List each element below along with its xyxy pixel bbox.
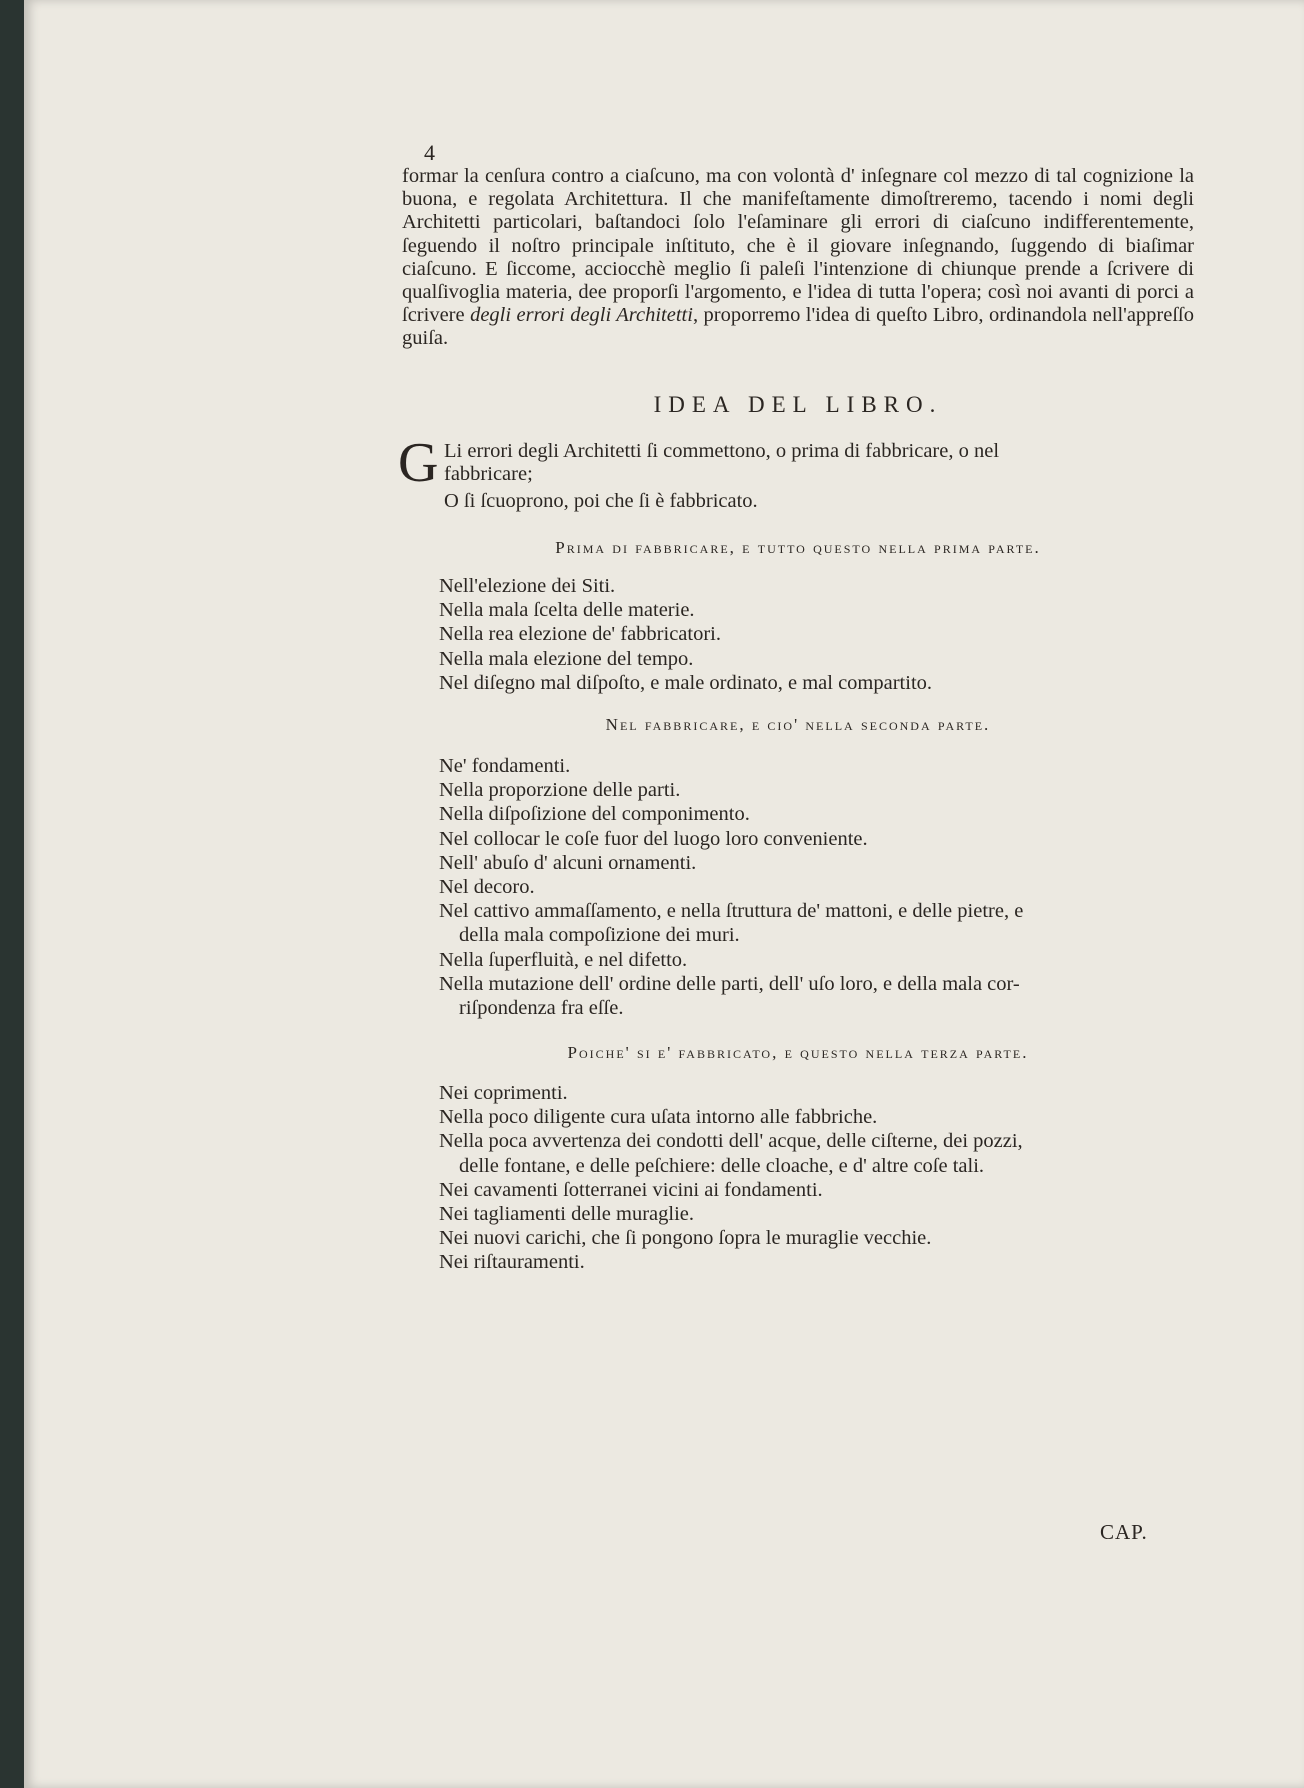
page-number: 4 [424,140,435,165]
list-item: Nella poca avvertenza dei condotti dell' acque, delle ciſterne, dei pozzi, [439,1130,1023,1153]
intro-block [398,432,1194,513]
list-item: Nei riſtauramenti. [439,1251,585,1274]
intro-paragraph [402,165,1194,351]
intro-line: fabbricare; [444,463,533,485]
list-item: riſpondenza fra eſſe. [459,997,624,1020]
list-item: Nei coprimenti. [439,1082,568,1104]
list-item: Nella mala ſcelta delle materie. [439,599,695,622]
list-item: Nel decoro. [439,876,535,899]
list-item: Nel diſegno mal diſpoſto, e male ordinato, e mal compartito. [439,671,933,694]
list-first-part [439,574,1199,695]
section-title-third: Poiche' si e' fabbricato, e questo nella terza parte. [567,1043,1029,1062]
section-title-first: Prima di fabbricare, e tutto questo nella prima parte. [555,538,1041,557]
list-item: Nei cavamenti ſotterranei vicini ai fondamenti. [439,1178,823,1201]
section-heading: IDEA DEL LIBRO. [653,392,943,417]
list-third-part [439,1081,1199,1275]
list-second-part [439,754,1199,1020]
list-item: delle fontane, e delle peſchiere: delle cloache, e d' altre coſe tali. [459,1154,985,1177]
section-title-second: Nel fabbricare, e cio' nella seconda parte. [605,715,991,734]
intro-line: Li errori degli Architetti ſi commettono, o prima di fabbricare, o nel [444,440,1000,462]
list-item: Nei nuovi carichi, che ſi pongono ſopra le muraglie vecchie. [439,1227,932,1250]
list-item: Ne' fondamenti. [439,755,571,777]
intro-text-italic: degli errori degli Architetti [470,304,693,327]
list-item: della mala compoſizione dei muri. [459,924,740,947]
list-item: Nel cattivo ammaſſamento, e nella ſtruttura de' mattoni, e delle pietre, e [439,900,1024,923]
list-item: Nella mala elezione del tempo. [439,647,694,670]
list-item: Nella rea elezione de' fabbricatori. [439,623,721,646]
drop-cap: G [398,432,439,494]
list-item: Nel collocar le coſe fuor del luogo loro conveniente. [439,827,868,850]
list-item: Nella diſpoſizione del componimento. [439,803,750,826]
list-item: Nell'elezione dei Siti. [439,575,616,597]
list-item: Nella mutazione dell' ordine delle parti, dell' uſo loro, e della mala cor- [439,972,1020,995]
catchword: CAP. [1100,1520,1148,1544]
list-item: Nella ſuperfluità, e nel difetto. [439,948,688,971]
list-item: Nella poco diligente cura uſata intorno alle fabbriche. [439,1106,878,1129]
list-item: Nella proporzione delle parti. [439,779,681,802]
list-item: Nei tagliamenti delle muraglie. [439,1203,695,1226]
book-page [24,0,1304,1788]
intro-text-before: formar la cenſura contro a ciaſcuno, ma con volontà d' inſegnare col mezzo di tal cognizione la buona, e regolata Architettura. Il che manifeſtamente dimoſtreremo, tacendo i nomi degli Architetti particolari, baſtandoci ſolo l'eſaminare gli errori di ciaſcuno indifferentemente, ſeguendo il noſtro principale inſtituto, che è il giovare inſegnando, ſuggendo di biaſimar ciaſcuno. E ſiccome, acciocchè meglio ſi paleſi l'intenzione di chiunque prende a ſcrivere di qualſivoglia materia, dee proporſi l'argomento, e l'idea di tutta l'opera; così noi avanti di porci a ſcrivere [402,165,1194,327]
intro-line: O ſi ſcuoprono, poi che ſi è fabbricato. [444,490,758,512]
list-item: Nell' abuſo d' alcuni ornamenti. [439,851,697,874]
intro-text-after: , proporremo l'idea di queſto Libro, ordinandola nell'appreſſo guiſa. [402,304,1194,350]
